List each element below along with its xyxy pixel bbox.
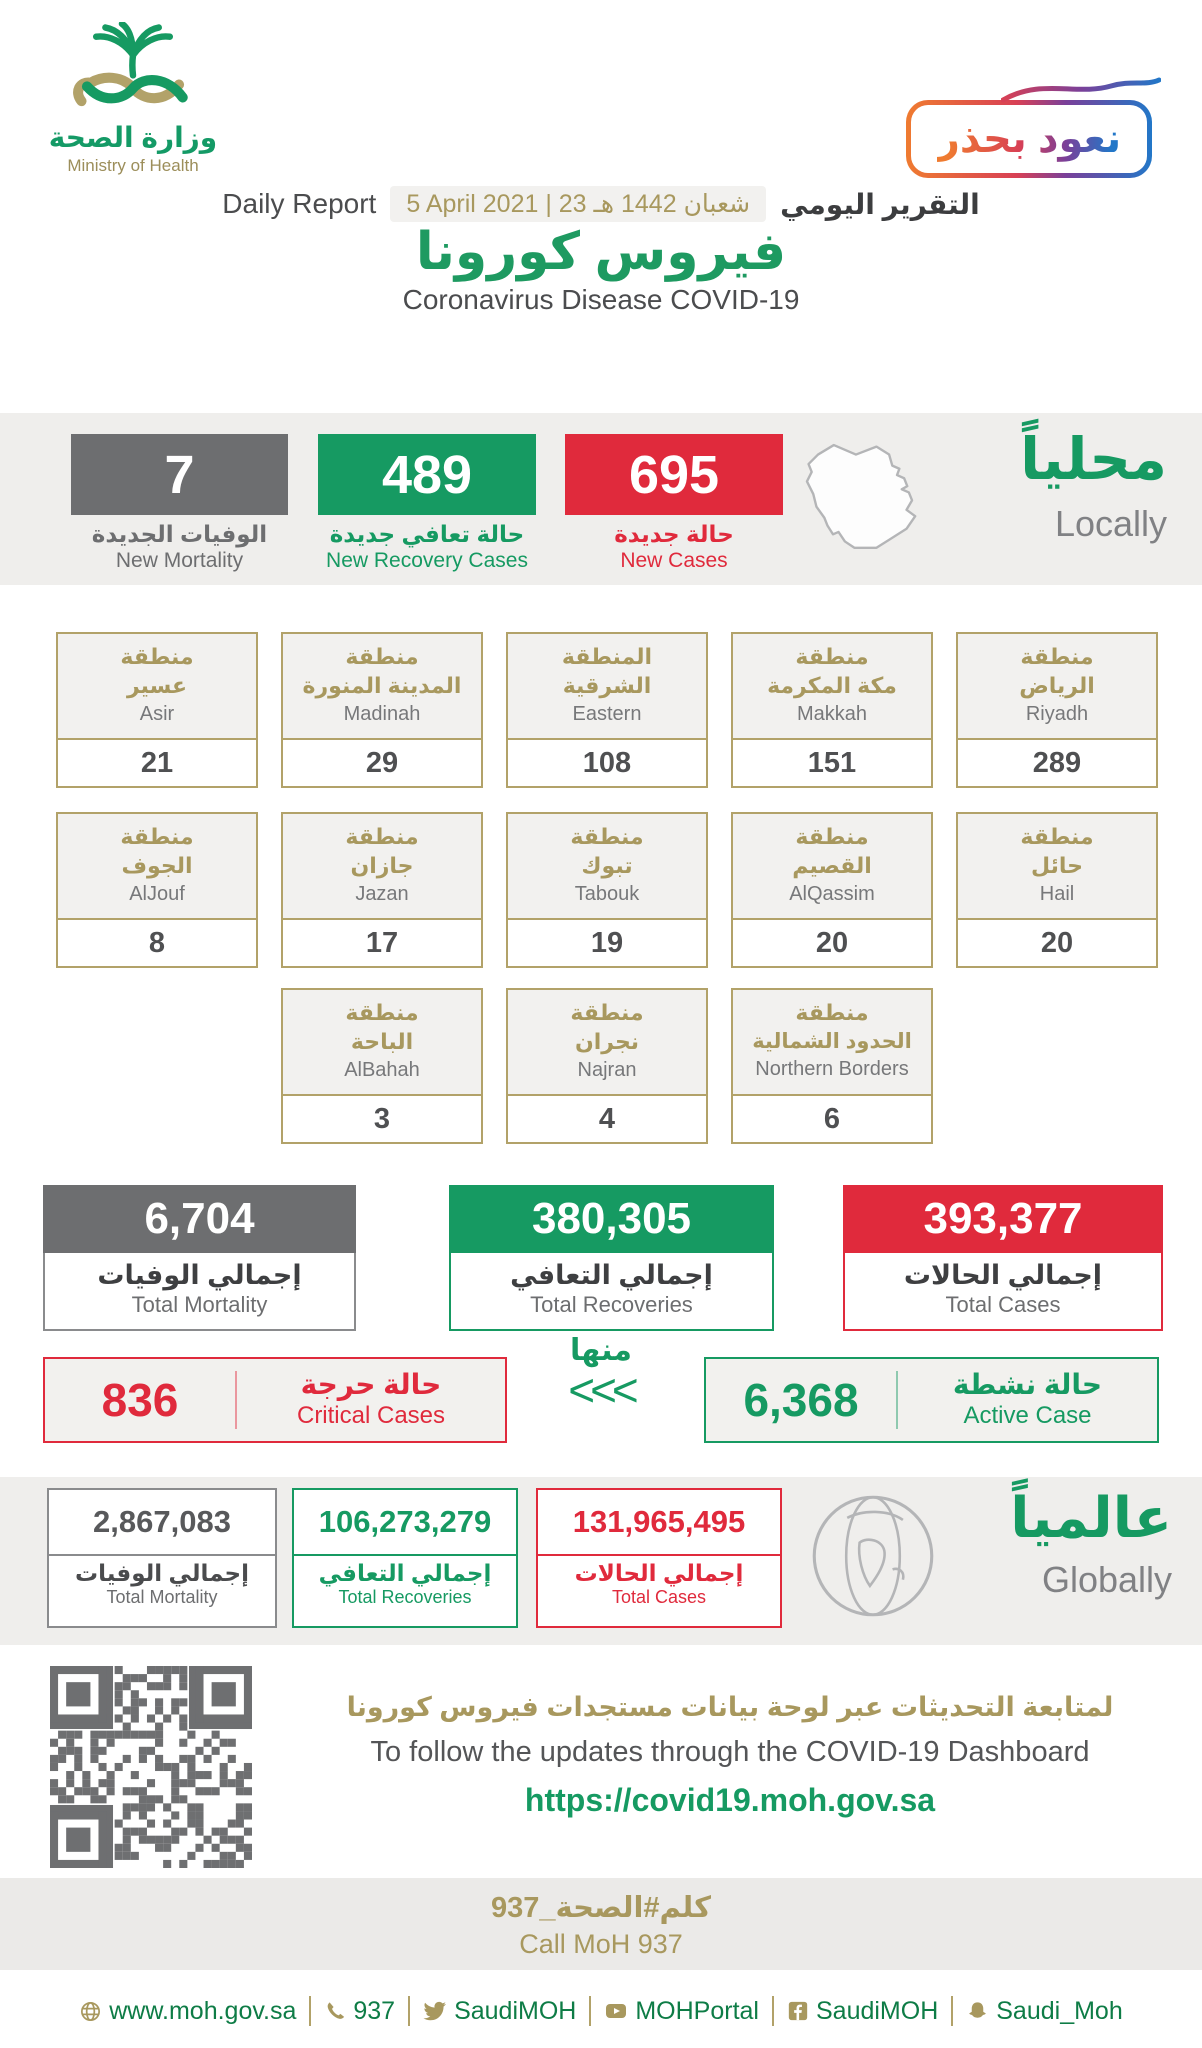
- report-title-row: [0, 186, 1202, 222]
- total-recoveries-box: 380,305 إجمالي التعافي Total Recoveries: [449, 1185, 774, 1331]
- region-card-alqassim: منطقة القصيم AlQassim 20: [731, 812, 933, 968]
- footer-youtube[interactable]: MOHPortal: [604, 1997, 759, 2026]
- global-mortality-box: 2,867,083 إجمالي الوفيات Total Mortality: [47, 1488, 277, 1628]
- region-card-hail: منطقة حائل Hail 20: [956, 812, 1158, 968]
- locally-label-en: Locally: [1054, 503, 1167, 544]
- new-cases-label: حالة جديدة New Cases: [614, 521, 734, 573]
- new-mortality-value: 7: [71, 434, 288, 515]
- region-card-asir: منطقة عسير Asir 21: [56, 632, 258, 788]
- region-card-makkah: منطقة مكة المكرمة Makkah 151: [731, 632, 933, 788]
- new-mortality-label: الوفيات الجديدة New Mortality: [91, 521, 268, 573]
- chevrons-left-icon: <<<: [568, 1364, 634, 1416]
- saudi-arabia-map-icon: [788, 423, 946, 573]
- dashboard-text-en: To follow the updates through the COVID-19 Dashboard: [370, 1736, 1090, 1768]
- new-cases-value: 695: [565, 434, 783, 515]
- moh-logo: [48, 22, 218, 176]
- region-card-riyadh: منطقة الرياض Riyadh 289: [956, 632, 1158, 788]
- call-moh-en: Call MoH 937: [519, 1929, 683, 1959]
- footer-twitter[interactable]: SaudiMOH: [423, 1997, 576, 2026]
- globally-section: [0, 1477, 1202, 1645]
- badge-label: نعود بحذر: [936, 117, 1122, 161]
- global-recoveries-box: 106,273,279 إجمالي التعافي Total Recoveries: [292, 1488, 518, 1628]
- footer-contacts: [0, 1996, 1202, 2026]
- critical-cases-box: 836 حالة حرجة Critical Cases: [43, 1357, 507, 1443]
- daily-report-label-en: Daily Report: [222, 188, 377, 219]
- region-card-eastern: المنطقة الشرقية Eastern 108: [506, 632, 708, 788]
- region-card-tabouk: منطقة تبوك Tabouk 19: [506, 812, 708, 968]
- of-which-label: منها: [570, 1334, 632, 1367]
- twitter-icon: [423, 1999, 447, 2023]
- footer-facebook[interactable]: SaudiMOH: [787, 1997, 938, 2026]
- globally-label-ar: عالمياً: [1010, 1486, 1172, 1549]
- region-card-aljouf: منطقة الجوف AlJouf 8: [56, 812, 258, 968]
- globe-icon: [79, 2000, 102, 2023]
- region-card-madinah: منطقة المدينة المنورة Madinah 29: [281, 632, 483, 788]
- moh-palm-logo-icon: [58, 22, 208, 114]
- badge-swoosh-icon: [1001, 74, 1161, 104]
- region-card-northern-borders: منطقة الحدود الشمالية Northern Borders 6: [731, 988, 933, 1144]
- region-card-albahah: منطقة الباحة AlBahah 3: [281, 988, 483, 1144]
- locally-label-ar: محلياً: [1020, 427, 1167, 492]
- total-cases-box: 393,377 إجمالي الحالات Total Cases: [843, 1185, 1163, 1331]
- new-recoveries-value: 489: [318, 434, 536, 515]
- page-title-english: Coronavirus Disease COVID-19: [402, 284, 800, 315]
- logo-english-name: Ministry of Health: [67, 156, 199, 175]
- snapchat-icon: [966, 2000, 989, 2023]
- footer-website[interactable]: www.moh.gov.sa: [79, 1997, 296, 2026]
- region-card-najran: منطقة نجران Najran 4: [506, 988, 708, 1144]
- global-cases-box: 131,965,495 إجمالي الحالات Total Cases: [536, 1488, 782, 1628]
- page-title-arabic: فيروس كورونا: [415, 223, 787, 281]
- facebook-icon: [787, 2000, 809, 2022]
- locally-section: [0, 413, 1202, 585]
- dashboard-url-link[interactable]: https://covid19.moh.gov.sa: [524, 1782, 936, 1818]
- returning-cautiously-badge: [906, 100, 1152, 178]
- total-mortality-box: 6,704 إجمالي الوفيات Total Mortality: [43, 1185, 356, 1331]
- daily-report-label-ar: التقرير اليومي: [780, 188, 980, 220]
- new-recoveries-label: حالة تعافي جديدة New Recovery Cases: [326, 521, 528, 573]
- call-moh-band: [0, 1878, 1202, 1970]
- globe-icon: [806, 1489, 940, 1623]
- footer-snapchat[interactable]: Saudi_Moh: [966, 1997, 1122, 2026]
- logo-arabic-name: وزارة الصحة: [48, 122, 218, 153]
- region-card-jazan: منطقة جازان Jazan 17: [281, 812, 483, 968]
- footer-phone[interactable]: 937: [324, 1997, 395, 2026]
- qr-code: [50, 1666, 252, 1868]
- phone-icon: [324, 2000, 346, 2022]
- youtube-icon: [604, 1999, 628, 2023]
- active-cases-box: 6,368 حالة نشطة Active Case: [704, 1357, 1159, 1443]
- report-date: 5 April 2021 | 23 شعبان 1442 هـ: [390, 186, 766, 222]
- dashboard-text-ar: لمتابعة التحديثات عبر لوحة بيانات مستجدات فيروس كورونا: [346, 1692, 1114, 1722]
- call-hashtag-ar: كلم#الصحة_937: [491, 1892, 711, 1924]
- globally-label-en: Globally: [1041, 1559, 1172, 1600]
